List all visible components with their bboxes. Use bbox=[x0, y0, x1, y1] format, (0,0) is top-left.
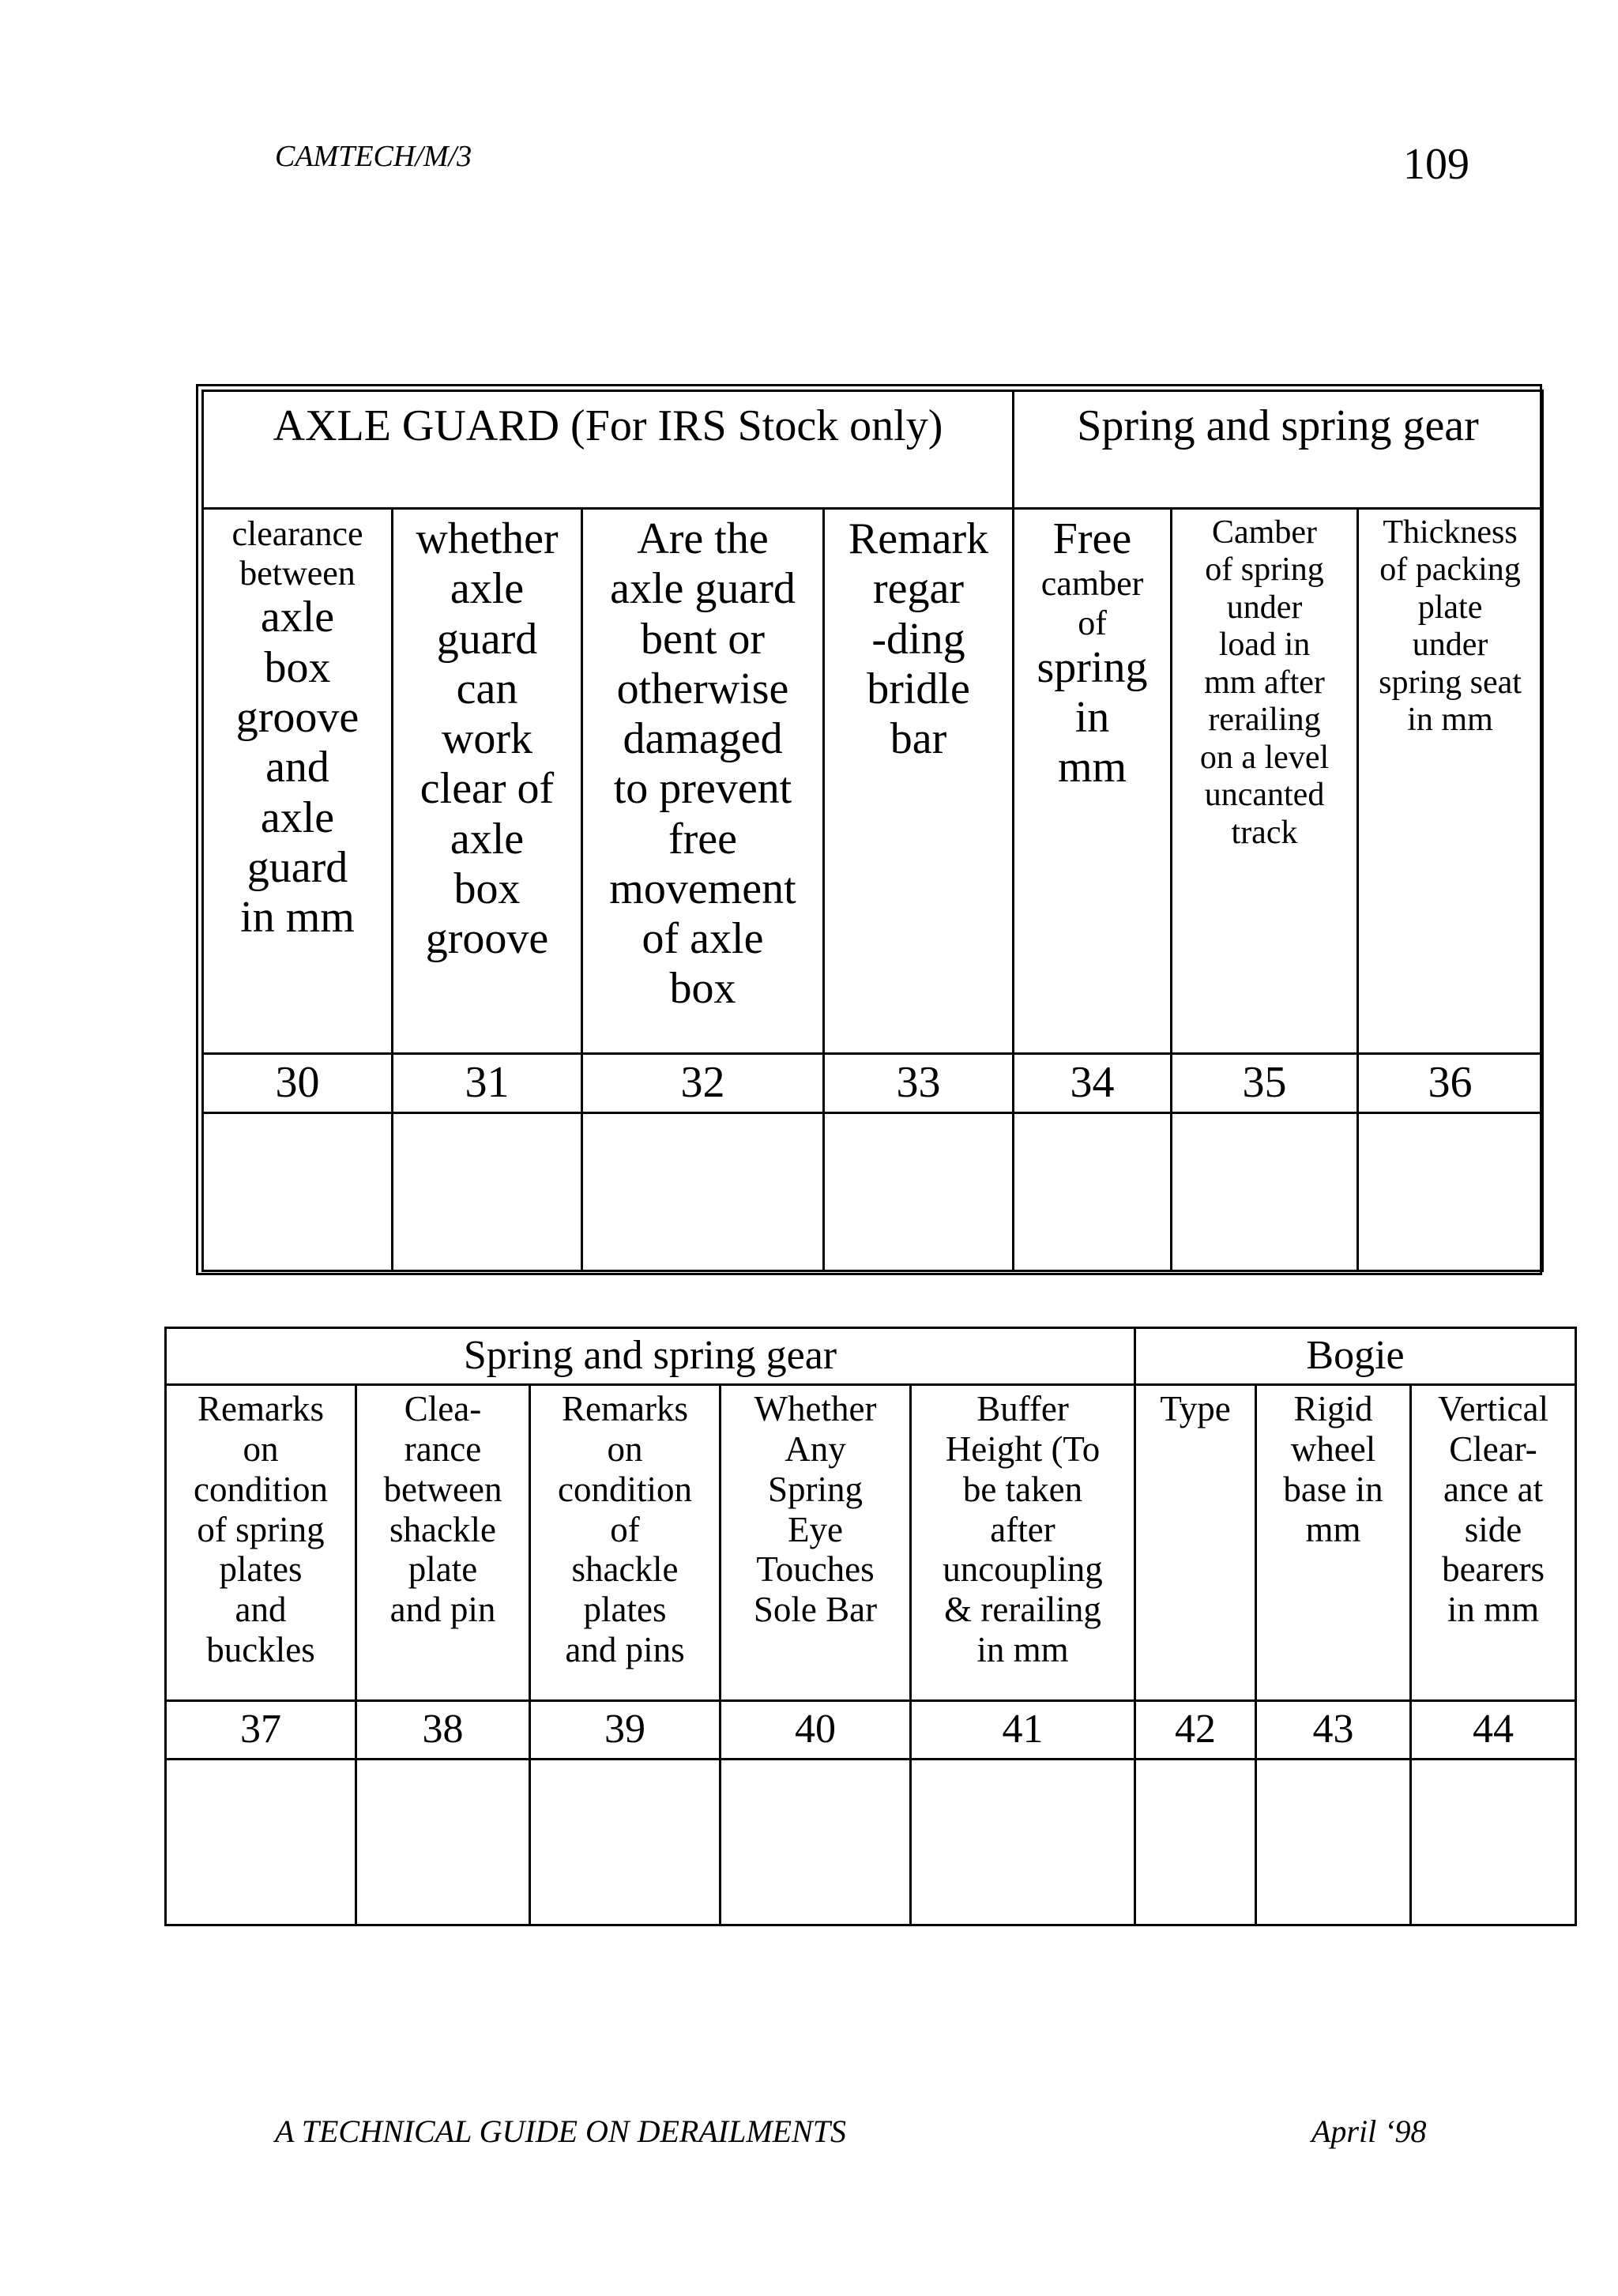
entry-cell[interactable] bbox=[1358, 1113, 1543, 1271]
page-number: 109 bbox=[1403, 140, 1469, 189]
entry-cell[interactable] bbox=[1172, 1113, 1358, 1271]
column-number: 44 bbox=[1411, 1701, 1576, 1760]
column-number: 31 bbox=[393, 1054, 582, 1113]
entry-cell[interactable] bbox=[721, 1760, 911, 1925]
entry-cell[interactable] bbox=[1014, 1113, 1172, 1271]
entry-cell[interactable] bbox=[356, 1760, 530, 1925]
axle-guard-table bbox=[201, 390, 1544, 1272]
entry-cell[interactable] bbox=[911, 1760, 1135, 1925]
column-header-38: Clea- rance between shackle plate and pin bbox=[356, 1385, 530, 1701]
column-header-33: Remark regar -ding bridle bar bbox=[824, 509, 1014, 1054]
column-number: 32 bbox=[582, 1054, 824, 1113]
column-number: 33 bbox=[824, 1054, 1014, 1113]
entry-cell[interactable] bbox=[393, 1113, 582, 1271]
column-number: 30 bbox=[203, 1054, 393, 1113]
column-number: 39 bbox=[530, 1701, 721, 1760]
column-header-37: Remarks on condition of spring plates and buckles bbox=[166, 1385, 356, 1701]
group-header-bogie: Bogie bbox=[1135, 1328, 1576, 1385]
entry-cell[interactable] bbox=[530, 1760, 721, 1925]
column-header-43: Rigid wheel base in mm bbox=[1256, 1385, 1411, 1701]
column-header-36: Thickness of packing plate under spring seat in mm bbox=[1358, 509, 1543, 1054]
column-number: 40 bbox=[721, 1701, 911, 1760]
column-header-34: Free camber of spring in mm bbox=[1014, 509, 1172, 1054]
column-number: 43 bbox=[1256, 1701, 1411, 1760]
column-number: 35 bbox=[1172, 1054, 1358, 1113]
column-header-30: clearance between axle box groove and axle guard in mm bbox=[203, 509, 393, 1054]
column-number: 38 bbox=[356, 1701, 530, 1760]
axle-guard-table-frame bbox=[196, 384, 1542, 1275]
column-header-44: Vertical Clear- ance at side bearers in mm bbox=[1411, 1385, 1576, 1701]
column-header-35: Camber of spring under load in mm after rerailing on a level uncanted track bbox=[1172, 509, 1358, 1054]
column-number: 41 bbox=[911, 1701, 1135, 1760]
entry-cell[interactable] bbox=[1256, 1760, 1411, 1925]
group-header-spring-gear: Spring and spring gear bbox=[166, 1328, 1135, 1385]
column-header-41: Buffer Height (To be taken after uncoupling & rerailing in mm bbox=[911, 1385, 1135, 1701]
document-code: CAMTECH/M/3 bbox=[275, 140, 472, 173]
column-number: 42 bbox=[1135, 1701, 1256, 1760]
group-header-spring-gear: Spring and spring gear bbox=[1014, 391, 1543, 509]
column-header-40: Whether Any Spring Eye Touches Sole Bar bbox=[721, 1385, 911, 1701]
column-header-39: Remarks on condition of shackle plates and pins bbox=[530, 1385, 721, 1701]
group-header-axle-guard: AXLE GUARD (For IRS Stock only) bbox=[203, 391, 1014, 509]
entry-cell[interactable] bbox=[1135, 1760, 1256, 1925]
column-number: 37 bbox=[166, 1701, 356, 1760]
spring-bogie-table bbox=[164, 1327, 1577, 1926]
entry-cell[interactable] bbox=[1411, 1760, 1576, 1925]
footer-date: April ‘98 bbox=[1311, 2113, 1427, 2149]
entry-cell[interactable] bbox=[203, 1113, 393, 1271]
column-header-42: Type bbox=[1135, 1385, 1256, 1701]
column-number: 34 bbox=[1014, 1054, 1172, 1113]
footer-title: A TECHNICAL GUIDE ON DERAILMENTS bbox=[275, 2113, 847, 2149]
entry-cell[interactable] bbox=[582, 1113, 824, 1271]
entry-cell[interactable] bbox=[824, 1113, 1014, 1271]
column-number: 36 bbox=[1358, 1054, 1543, 1113]
column-header-32: Are the axle guard bent or otherwise damaged to prevent free movement of axle box bbox=[582, 509, 824, 1054]
entry-cell[interactable] bbox=[166, 1760, 356, 1925]
column-header-31: whether axle guard can work clear of axle box groove bbox=[393, 509, 582, 1054]
